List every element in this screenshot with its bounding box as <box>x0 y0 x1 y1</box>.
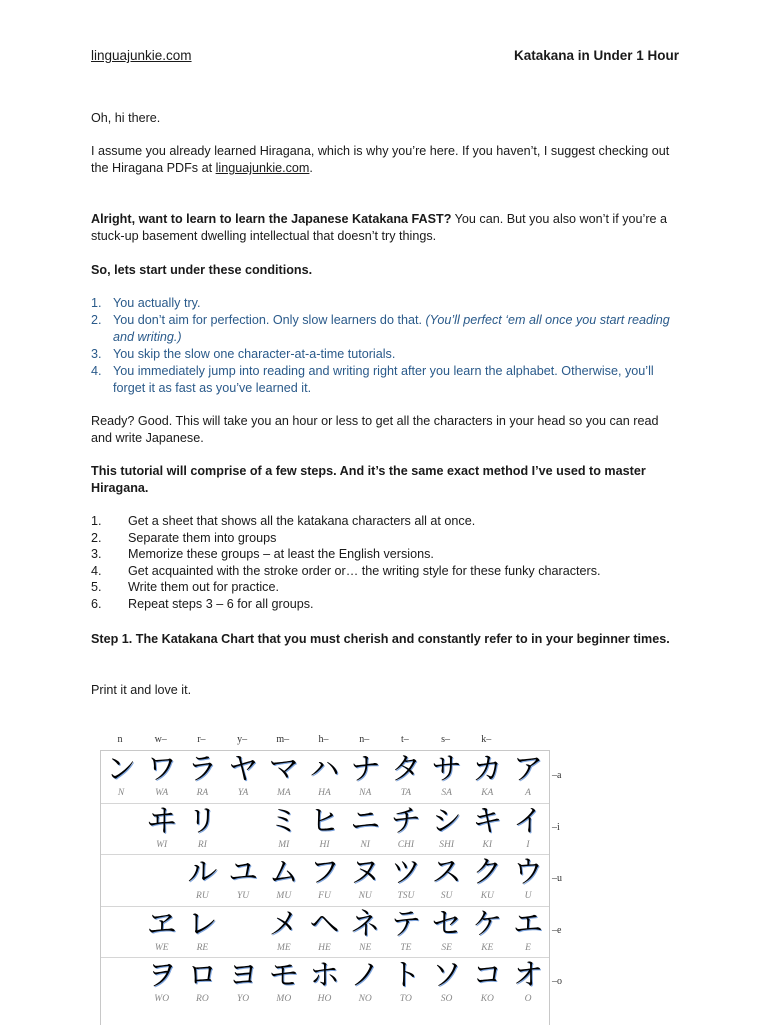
chart-cell <box>388 908 424 960</box>
chart-cell <box>144 908 180 960</box>
katakana-char: ヤ <box>228 752 259 787</box>
chart-column-header: h– <box>318 734 329 745</box>
chart-cell <box>510 753 546 805</box>
chart-cell <box>510 856 546 908</box>
document-title: Katakana in Under 1 Hour <box>513 48 679 63</box>
chart-cell <box>510 805 546 857</box>
romaji-label: ME <box>276 942 291 953</box>
romaji-label: YA <box>237 788 249 798</box>
romaji-label: HA <box>318 788 331 798</box>
greeting: Oh, hi there. <box>91 111 161 125</box>
romaji-label: KO <box>480 994 494 1004</box>
katakana-char: ミ <box>268 803 299 839</box>
romaji-label: CHI <box>397 839 415 850</box>
katakana-char: コ <box>472 958 503 993</box>
romaji-label: RE <box>196 942 209 953</box>
chart-cell <box>225 805 261 857</box>
romaji-label: MI <box>278 839 290 850</box>
katakana-char: レ <box>187 906 218 942</box>
romaji-label: TA <box>400 788 412 798</box>
katakana-char: リ <box>187 803 218 839</box>
chart-vowel-label: –a <box>552 770 562 781</box>
chart-cell <box>144 856 180 908</box>
ready-paragraph: Ready? Good. This will take you an hour or less to get all the characters in your head so you can read and write Japanese. <box>91 414 659 445</box>
romaji-label: WO <box>154 994 170 1004</box>
step-text: Separate them into groups <box>128 530 277 545</box>
chart-cell <box>388 959 424 1011</box>
chart-cell <box>388 856 424 908</box>
chart-cell <box>347 805 383 857</box>
katakana-char: ヘ <box>309 906 340 942</box>
chart-cell <box>225 959 261 1011</box>
chart-cell <box>307 805 343 857</box>
chart-cell <box>510 959 546 1011</box>
romaji-label: NO <box>358 994 372 1004</box>
katakana-char: ム <box>268 855 299 890</box>
chart-cell <box>307 908 343 960</box>
katakana-char: ア <box>513 752 543 787</box>
katakana-char: モ <box>268 958 299 993</box>
chart-cell <box>429 959 465 1011</box>
chart-cell <box>144 805 180 857</box>
katakana-char: ウ <box>513 855 543 890</box>
romaji-label: A <box>525 788 531 798</box>
chart-cell <box>469 856 505 908</box>
step-number: 6. <box>91 596 102 611</box>
condition-italic: (You’ll perfect ‘em all once you start reading and writing.) <box>113 313 670 344</box>
chart-cell <box>184 908 220 960</box>
chart-cell <box>184 805 220 857</box>
step-number: 2. <box>91 530 102 545</box>
romaji-label: TSU <box>397 891 415 901</box>
romaji-label: U <box>524 891 532 901</box>
romaji-label: N <box>117 788 125 798</box>
chart-column-header: n– <box>359 734 370 745</box>
chart-cell <box>307 856 343 908</box>
romaji-label: FU <box>318 891 331 901</box>
katakana-char: タ <box>390 752 421 787</box>
katakana-char: ユ <box>228 855 259 890</box>
chart-column-header: k– <box>481 734 492 745</box>
chart-cell <box>510 908 546 960</box>
chart-cell <box>469 753 505 805</box>
chart-column-header: r– <box>197 734 206 745</box>
katakana-char: ニ <box>350 803 381 839</box>
katakana-char: メ <box>268 906 299 942</box>
katakana-char: ナ <box>350 752 381 787</box>
condition-number: 4. <box>91 364 102 378</box>
step-text: Get acquainted with the stroke order or… the writing style for these funky characters. <box>128 563 601 578</box>
katakana-char: ン <box>106 752 136 787</box>
condition-text: You immediately jump into reading and writing right after you learn the alphabet. Otherwise, you’ll forget it as fast as you’ve learned it. <box>113 364 654 395</box>
condition-item <box>91 295 679 312</box>
romaji-label: E <box>525 942 531 953</box>
pitch-rest: You can. But you also won’t if you’re a stuck-up basement dwelling intellectual that doesn’t try things. <box>91 212 668 243</box>
chart-cell <box>429 908 465 960</box>
romaji-label: RO <box>196 994 209 1004</box>
pitch-bold: Alright, want to learn to learn the Japanese Katakana FAST? <box>91 212 452 226</box>
katakana-char: ク <box>472 855 503 890</box>
katakana-char: ノ <box>350 958 381 993</box>
chart-column-header: w– <box>154 734 167 745</box>
katakana-char: ロ <box>187 958 218 993</box>
step1-heading-text: Step 1. The Katakana Chart that you must cherish and constantly refer to in your beginner times. <box>91 632 670 646</box>
romaji-label: MA <box>276 788 291 798</box>
site-link[interactable]: linguajunkie.com <box>91 48 192 63</box>
intro-text: I assume you already learned Hiragana, which is why you’re here. If you haven’t, I suggest checking out the Hiragana PDFs at <box>91 144 670 175</box>
katakana-char: チ <box>390 803 421 839</box>
romaji-label: HO <box>317 994 332 1004</box>
romaji-label: RA <box>196 788 209 798</box>
katakana-char: イ <box>513 803 543 839</box>
romaji-label: HI <box>319 839 330 850</box>
katakana-char: ラ <box>187 752 218 787</box>
tutorial-step <box>91 546 679 563</box>
katakana-char: ヌ <box>350 855 381 890</box>
katakana-char: ケ <box>472 906 503 942</box>
romaji-label: KA <box>481 788 494 798</box>
romaji-label: NU <box>358 891 372 901</box>
katakana-char: シ <box>431 803 462 839</box>
romaji-label: KI <box>482 839 493 850</box>
chart-cell <box>469 959 505 1011</box>
katakana-char: ネ <box>350 906 381 942</box>
katakana-char: カ <box>472 752 503 787</box>
romaji-label: RU <box>196 891 209 901</box>
condition-item <box>91 346 679 363</box>
romaji-label: NA <box>359 788 372 798</box>
romaji-label: HE <box>318 942 331 953</box>
katakana-char: ヒ <box>309 803 340 839</box>
tutorial-step <box>91 530 679 547</box>
step1-heading <box>91 631 679 648</box>
katakana-char: サ <box>431 752 462 787</box>
conditions-heading-text: So, lets start under these conditions. <box>91 263 313 277</box>
step-text: Write them out for practice. <box>128 580 279 595</box>
intro-end: . <box>309 161 313 175</box>
condition-item <box>91 363 679 397</box>
katakana-char: ス <box>431 855 462 890</box>
chart-cell <box>347 959 383 1011</box>
chart-cell <box>184 753 220 805</box>
pitch-paragraph <box>91 211 679 245</box>
chart-grid <box>100 750 550 1025</box>
chart-cell <box>388 753 424 805</box>
chart-cell <box>266 856 302 908</box>
tutorial-step <box>91 563 679 580</box>
step-text: Get a sheet that shows all the katakana characters all at once. <box>128 514 476 528</box>
chart-cell <box>429 805 465 857</box>
romaji-label: SO <box>440 994 453 1004</box>
romaji-label: O <box>524 994 532 1004</box>
katakana-char: テ <box>390 906 421 942</box>
condition-number: 3. <box>91 347 102 361</box>
chart-cell <box>307 959 343 1011</box>
romaji-label: KU <box>480 891 494 901</box>
katakana-char: ツ <box>390 855 421 890</box>
chart-cell <box>184 959 220 1011</box>
chart-cell <box>225 753 261 805</box>
romaji-label: MU <box>276 891 292 901</box>
chart-vowel-label: –i <box>552 821 560 833</box>
chart-cell <box>388 805 424 857</box>
step-number: 4. <box>91 563 102 578</box>
katakana-char: ヨ <box>228 958 259 993</box>
step-number: 3. <box>91 547 102 562</box>
romaji-label: RI <box>197 839 207 850</box>
chart-cell <box>144 753 180 805</box>
romaji-label: TO <box>399 994 412 1004</box>
chart-cell <box>225 856 261 908</box>
romaji-label: YU <box>237 891 250 901</box>
katakana-char: オ <box>513 958 543 993</box>
romaji-label: SHI <box>439 839 454 850</box>
chart-cell <box>347 753 383 805</box>
chart-cell <box>307 753 343 805</box>
chart-column-headers <box>100 732 548 748</box>
romaji-label: KE <box>481 942 494 953</box>
chart-vowel-label: –o <box>552 976 562 987</box>
romaji-label: WA <box>155 788 169 798</box>
step-number: 5. <box>91 580 102 595</box>
chart-cell <box>429 856 465 908</box>
chart-cell <box>103 959 139 1011</box>
katakana-char: マ <box>268 752 299 787</box>
step-text: Memorize these groups – at least the English versions. <box>128 547 434 562</box>
chart-column-header: s– <box>441 734 451 745</box>
chart-vowel-label: –u <box>552 873 562 884</box>
katakana-char: ル <box>187 855 218 890</box>
katakana-char: ヰ <box>146 803 177 839</box>
condition-number: 1. <box>91 296 102 310</box>
chart-cell <box>103 805 139 857</box>
katakana-char: ワ <box>146 752 177 787</box>
katakana-char: ソ <box>431 958 462 993</box>
chart-cell <box>469 908 505 960</box>
katakana-char: ト <box>390 958 421 993</box>
intro-link[interactable]: linguajunkie.com <box>215 161 310 175</box>
katakana-char: ヲ <box>146 958 177 993</box>
chart-cell <box>103 908 139 960</box>
tutorial-steps-list <box>91 513 679 613</box>
tutorial-heading <box>91 463 679 497</box>
tutorial-step <box>91 579 679 596</box>
katakana-char: エ <box>513 906 543 942</box>
katakana-char: フ <box>309 855 340 890</box>
intro-paragraph <box>91 143 679 177</box>
chart-column-header: y– <box>237 734 248 745</box>
chart-column-header: n <box>117 734 123 745</box>
conditions-heading <box>91 262 679 279</box>
condition-text: You don’t aim for perfection. Only slow learners do that. <box>113 313 426 327</box>
conditions-list <box>91 295 679 397</box>
romaji-label: SE <box>441 942 452 953</box>
katakana-char: ヱ <box>146 906 177 942</box>
romaji-label: MO <box>276 994 292 1004</box>
condition-text: You skip the slow one character-at-a-time tutorials. <box>113 347 396 361</box>
step-number: 1. <box>91 514 102 528</box>
romaji-label: TE <box>400 942 412 953</box>
tutorial-step <box>91 596 679 613</box>
condition-text: You actually try. <box>113 296 201 310</box>
step-text: Repeat steps 3 – 6 for all groups. <box>128 596 314 611</box>
chart-vowel-label: –e <box>552 924 562 936</box>
chart-cell <box>347 908 383 960</box>
katakana-char: セ <box>431 906 462 942</box>
tutorial-heading-text: This tutorial will comprise of a few steps. And it’s the same exact method I’ve used to master Hiragana. <box>91 464 646 495</box>
print-instruction: Print it and love it. <box>91 683 192 697</box>
chart-cell <box>225 908 261 960</box>
chart-cell <box>103 753 139 805</box>
chart-cell <box>144 959 180 1011</box>
chart-cell <box>266 805 302 857</box>
chart-cell <box>266 908 302 960</box>
romaji-label: NE <box>359 942 372 953</box>
chart-cell <box>184 856 220 908</box>
chart-cell <box>103 856 139 908</box>
katakana-char: ハ <box>309 752 340 787</box>
romaji-label: YO <box>237 994 250 1004</box>
condition-item <box>91 312 679 346</box>
page-header <box>91 48 679 66</box>
chart-cell <box>266 753 302 805</box>
chart-column-header: t– <box>401 734 409 745</box>
katakana-char: ホ <box>309 958 340 993</box>
romaji-label: WI <box>156 839 168 850</box>
romaji-label: SU <box>440 891 453 901</box>
katakana-chart <box>100 732 580 1024</box>
condition-number: 2. <box>91 313 102 327</box>
chart-cell <box>469 805 505 857</box>
chart-cell <box>429 753 465 805</box>
tutorial-step <box>91 513 679 530</box>
romaji-label: WE <box>154 942 169 953</box>
chart-column-header: m– <box>276 734 290 745</box>
chart-cell <box>347 856 383 908</box>
chart-cell <box>266 959 302 1011</box>
romaji-label: I <box>526 839 530 850</box>
romaji-label: NI <box>360 839 370 850</box>
romaji-label: SA <box>441 788 452 798</box>
katakana-char: キ <box>472 803 503 839</box>
